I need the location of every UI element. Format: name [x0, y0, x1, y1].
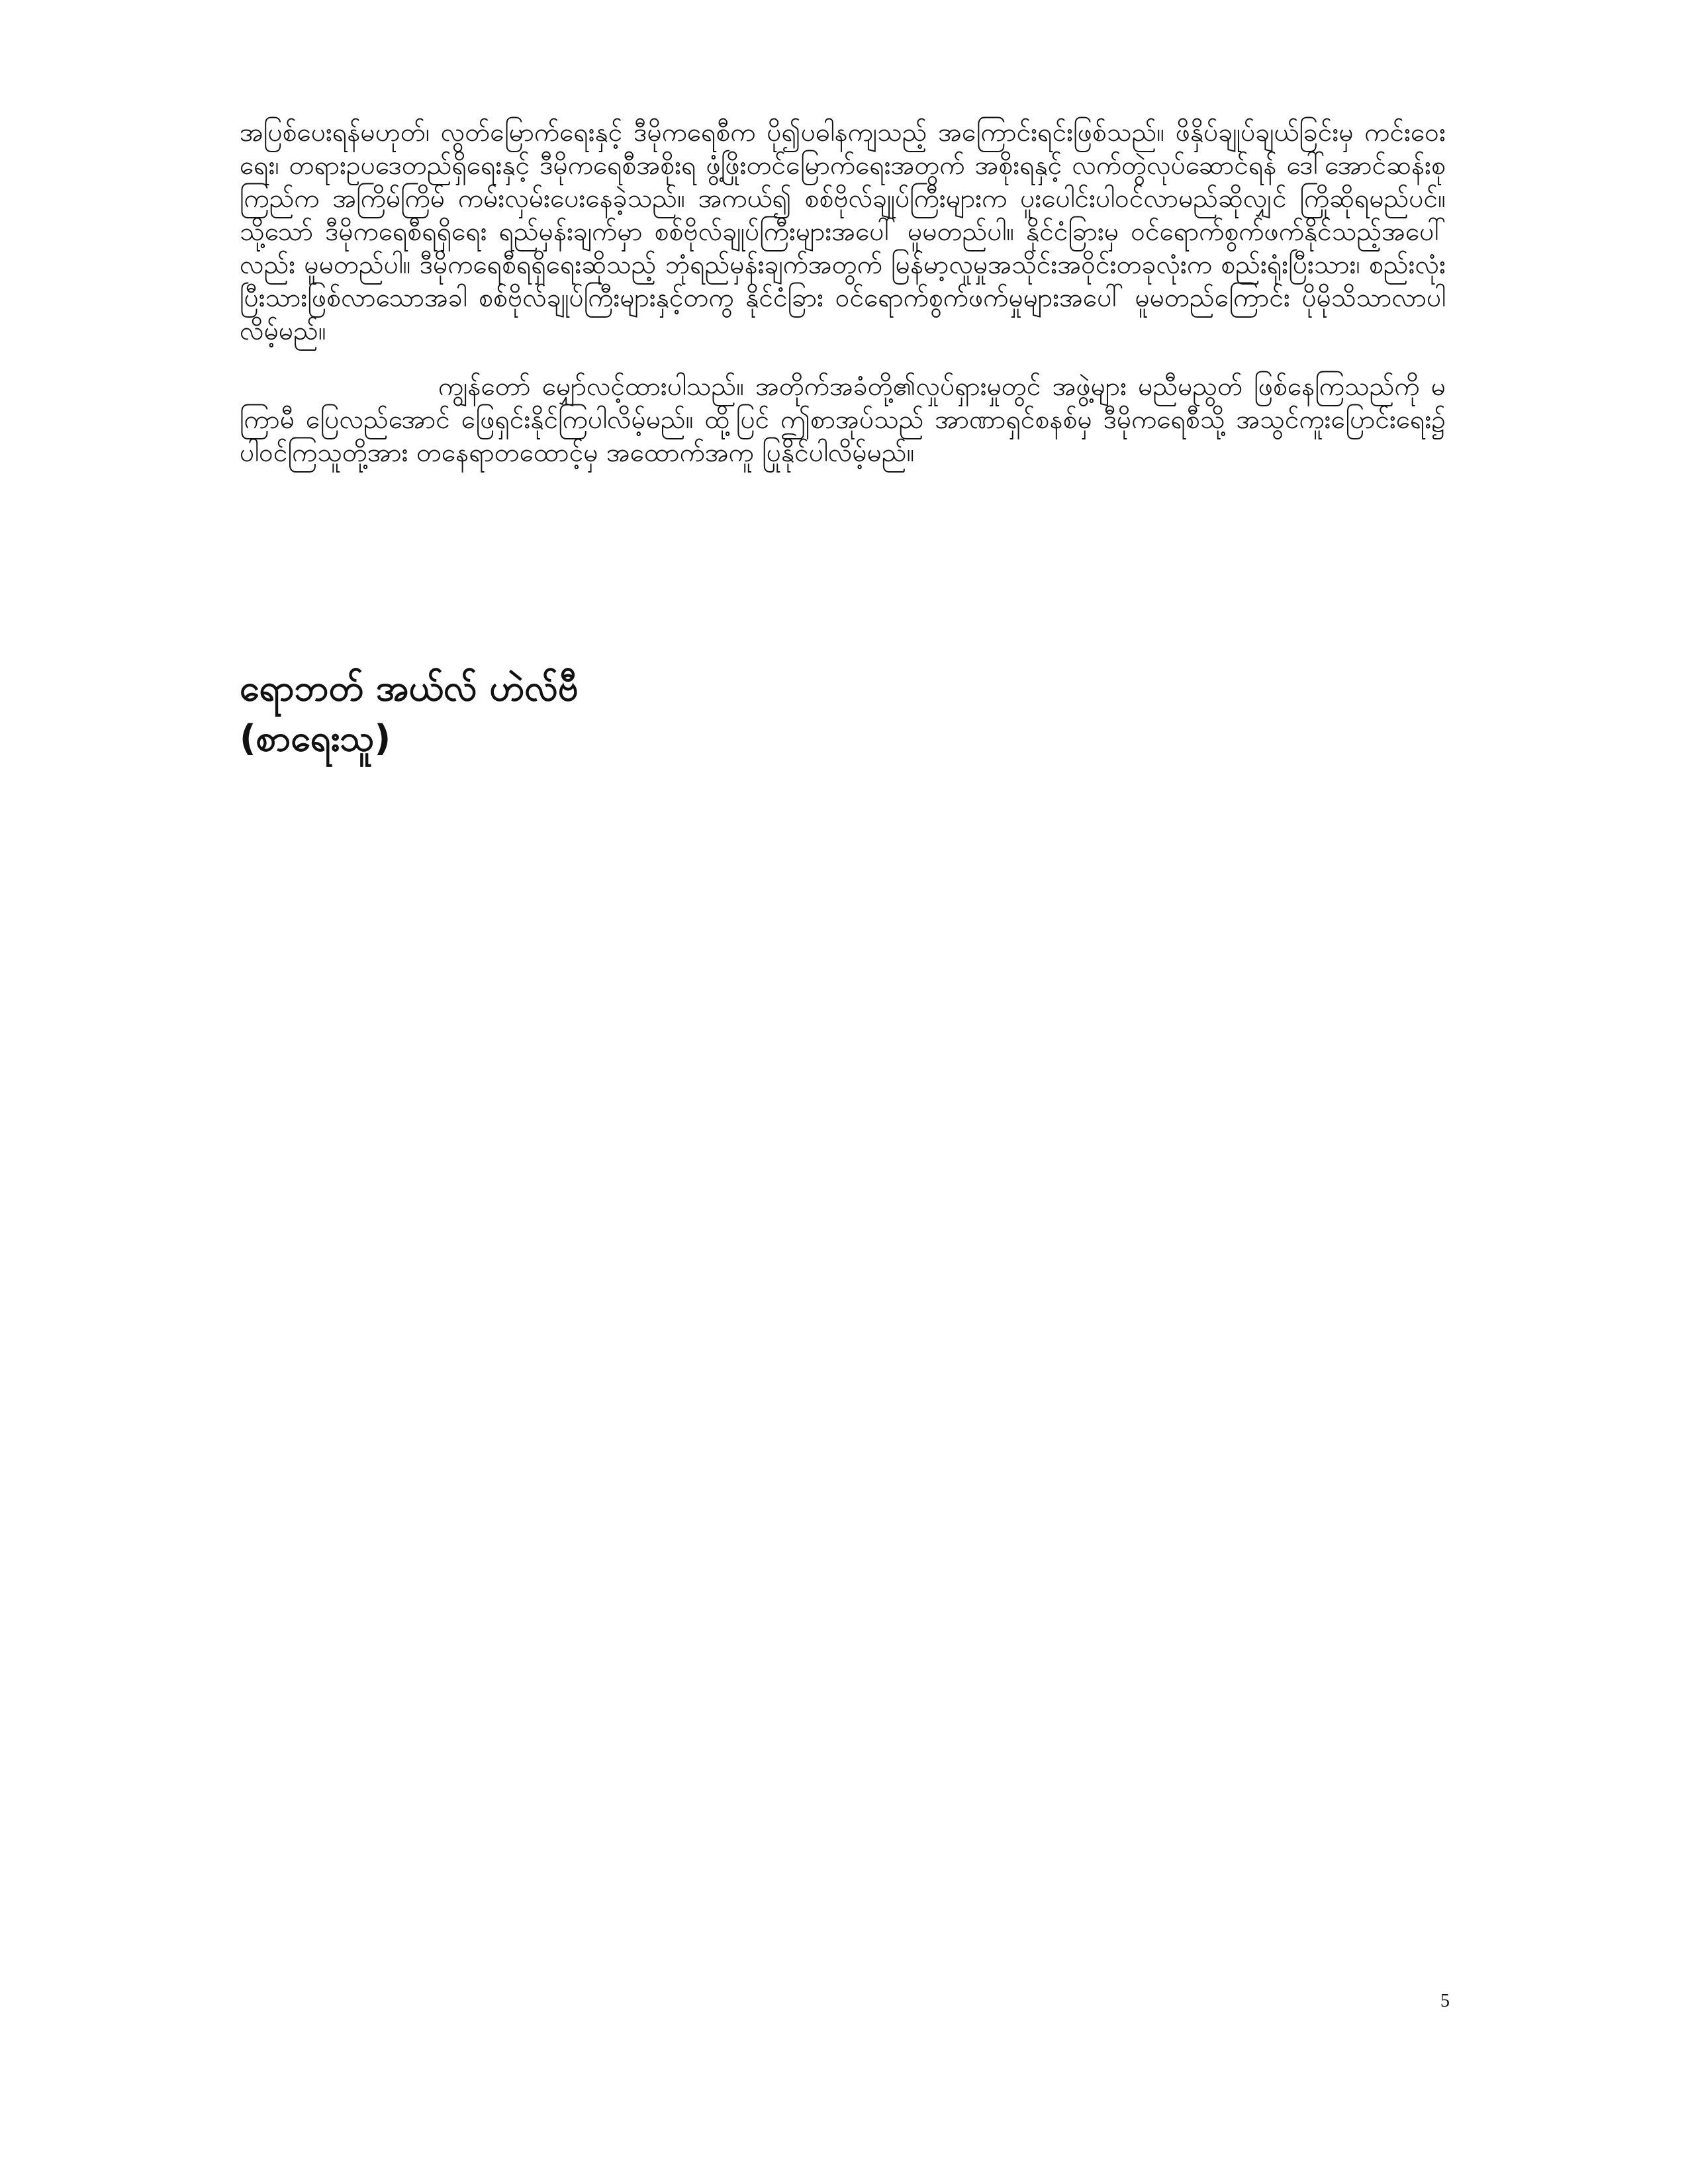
author-role: (စာရေးသူ) — [240, 717, 391, 759]
paragraph-2: ကျွန်တော် မျှော်လင့်ထားပါသည်။ အတိုက်အခံတို့၏လှုပ်ရှားမှုတွင် အဖွဲ့များ မညီမညွတ် ဖြစ်နေကြသည်ကို မကြာမီ ပြေလည်အောင် ဖြေရှင်းနိုင်ကြပါလိမ့်မည်။ ထို့ပြင် ဤစာအုပ်သည် အာဏာရှင်စနစ်မှ ဒီမိုကရေစီသို့ အသွင်ကူးပြောင်းရေး၌ ပါဝင်ကြသူတို့အား တနေရာတထောင့်မှ အထောက်အကူ ပြုနိုင်ပါလိမ့်မည်။ — [240, 372, 1446, 468]
page-number: 5 — [1440, 1991, 1450, 2011]
author-signature-block — [240, 663, 1034, 764]
paragraph-1: အပြစ်ပေးရန်မဟုတ်၊ လွတ်မြောက်ရေးနှင့် ဒီမိုကရေစီက ပို၍ပဓါနကျသည့် အကြောင်းရင်းဖြစ်သည်။ ဖိနှိပ်ချုပ်ချယ်ခြင်းမှ ကင်းဝေးရေး၊ တရားဥပဒေတည်ရှိရေးနှင့် ဒီမိုကရေစီအစိုးရ ဖွံ့ဖြိုးတင်မြောက်ရေးအတွက် အစိုးရနှင့် လက်တွဲလုပ်ဆောင်ရန် ဒေါ်အောင်ဆန်းစုကြည်က အကြိမ်ကြိမ် ကမ်းလှမ်းပေးနေခဲ့သည်။ အကယ်၍ စစ်ဗိုလ်ချုပ်ကြီးများက ပူးပေါင်းပါဝင်လာမည်ဆိုလျှင် ကြိုဆိုရမည်ပင်။ သို့သော် ဒီမိုကရေစီရရှိရေး ရည်မှန်းချက်မှာ စစ်ဗိုလ်ချုပ်ကြီးများအပေါ် မူမတည်ပါ။ နိုင်ငံခြားမှ ဝင်ရောက်စွက်ဖက်နိုင်သည့်အပေါ်လည်း မူမတည်ပါ။ ဒီမိုကရေစီရရှိရေးဆိုသည့် ဘုံရည်မှန်းချက်အတွက် မြန်မာ့လူမှုအသိုင်းအဝိုင်းတခုလုံးက စည်းရုံးပြီးသား၊ စည်းလုံးပြီးသားဖြစ်လာသောအခါ စစ်ဗိုလ်ချုပ်ကြီးများနှင့်တကွ နိုင်ငံခြား ဝင်ရောက်စွက်ဖက်မှုများအပေါ် မူမတည်ကြောင်း ပိုမိုသိသာလာပါလိမ့်မည်။ — [240, 118, 1446, 346]
body-text — [240, 116, 1446, 470]
author-name: ရောဘတ် အယ်လ် ဟဲလ်ဗီ — [240, 667, 579, 709]
